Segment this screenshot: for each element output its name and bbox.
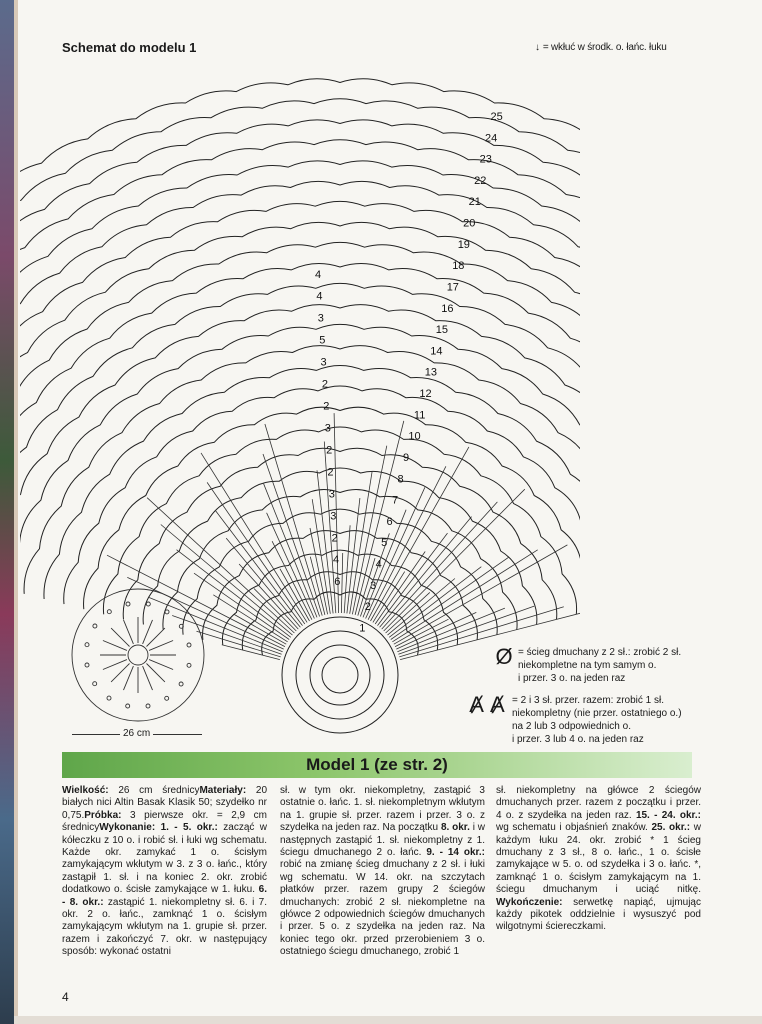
legend-item-cluster-stitch [462, 694, 682, 746]
mini-petal-line [103, 660, 127, 670]
row-number-label: 16 [441, 302, 454, 315]
mini-petal-line [143, 666, 153, 690]
row-number-label: 23 [479, 153, 492, 166]
mini-petal-line [111, 628, 129, 646]
inner-repeat-label: 4 [316, 290, 323, 303]
inner-repeat-label: 4 [333, 554, 340, 567]
row-number-label: 9 [403, 451, 410, 464]
legend-item-puff-stitch [490, 646, 681, 685]
inner-repeat-label: 3 [324, 422, 331, 435]
legend-line: niekompletne na tym samym o. [518, 660, 657, 671]
page-edge-strip [14, 0, 18, 1024]
stitch-spoke [264, 484, 317, 618]
stitch-spoke [216, 511, 303, 626]
chart-row-labels [315, 111, 503, 634]
legend-line: i przer. 3 o. na jeden raz [518, 673, 626, 684]
row-number-label: 4 [375, 558, 382, 571]
stitch-spoke [226, 538, 300, 627]
mini-picot [187, 643, 191, 647]
mini-outer-ring [72, 589, 204, 721]
inner-repeat-label: 2 [331, 532, 338, 545]
row-number-label: 21 [468, 196, 481, 209]
row-number-label: 20 [463, 217, 476, 230]
mini-picot [179, 682, 183, 686]
mini-petal-line [149, 641, 173, 651]
page-number: 4 [62, 990, 69, 1004]
instruction-heading: 6. - 8. okr.: [62, 884, 267, 908]
instruction-text: i w następnych zastąpić 1. sł. niekompletny z 1. ściegu dmuchanego 2 o. łańc. [280, 822, 486, 859]
instruction-heading: Wykończenie: [496, 896, 563, 908]
inner-repeat-label: 2 [323, 400, 330, 413]
legend-line: na 2 lub 3 odpowiednich o. [512, 721, 631, 732]
instruction-text: 26 cm średnicy [108, 785, 200, 796]
row-number-label: 5 [381, 537, 388, 550]
mini-doily-motif [72, 589, 204, 721]
inner-repeat-label: 3 [328, 488, 335, 501]
stitch-spoke [392, 550, 537, 642]
mini-picot [146, 704, 150, 708]
mini-picot [165, 610, 169, 614]
center-ring [282, 617, 398, 733]
chain-row [20, 324, 580, 588]
mini-picot [165, 696, 169, 700]
mini-petal-line [103, 641, 127, 651]
inner-repeat-label: 2 [321, 378, 329, 391]
center-ring [296, 631, 384, 719]
row-number-label: 8 [397, 473, 404, 486]
stitch-spoke [172, 616, 281, 655]
row-number-label: 12 [419, 388, 432, 400]
chain-row [20, 222, 580, 563]
inner-repeat-label: 3 [320, 356, 327, 369]
center-ring [310, 645, 370, 705]
row-number-label: 1 [359, 622, 366, 635]
mini-petal-line [143, 620, 153, 644]
row-number-label: 17 [446, 281, 459, 294]
legend-line: = 2 i 3 sł. przer. razem: zrobić 1 sł. [512, 695, 664, 706]
mini-picot [85, 663, 89, 667]
row-number-label: 19 [457, 238, 470, 251]
chain-row [262, 592, 419, 655]
banner-title: Model 1 (ze str. 2) [306, 755, 448, 774]
row-number-label: 13 [424, 366, 438, 379]
stitch-spoke [344, 525, 350, 613]
mini-picot [146, 602, 150, 606]
row-number-label: 10 [408, 430, 421, 443]
diagram-title: Schemat do modelu 1 [62, 40, 197, 55]
chain-row [20, 242, 580, 568]
instruction-text: serwetkę napiąć, ujmując każdy pikotek oddzielnie i wysuszyć pod wilgotnymi ściereczkami. [496, 896, 701, 933]
row-number-label: 18 [452, 260, 465, 273]
legend-top [535, 42, 667, 53]
chain-row [20, 99, 580, 533]
legend-top-text: = wkłuć w środk. o. łańc. łuku [542, 42, 667, 53]
page-edge-decoration [0, 0, 14, 1024]
inner-repeat-label: 3 [330, 510, 337, 523]
mini-petal-line [124, 620, 134, 644]
stitch-spoke [207, 482, 305, 624]
mini-picot [93, 682, 97, 686]
instruction-heading: Próbka: [84, 809, 122, 821]
row-number-label: 15 [435, 324, 449, 337]
chain-row [24, 346, 580, 594]
insert-hook-symbol-icon: ↓ [535, 42, 540, 53]
row-number-label: 14 [430, 345, 443, 358]
instruction-text: 20 białych nici Altin Basak Klasik 50; szydełko nr 0,75. [62, 785, 268, 821]
instruction-text: sł. w tym okr. niekompletny, zastąpić 3 ostatnie o. łańc. 1. sł. niekompletnym wkłutym na 1. grupie sł. przer. razem i przer. 3 o. z szydełka na jeden raz. Na początku [280, 785, 485, 834]
inner-repeat-label: 3 [317, 312, 324, 325]
row-number-label: 6 [386, 515, 393, 528]
stitch-spoke [355, 421, 404, 615]
stitch-spoke [382, 502, 498, 629]
stitch-spoke [107, 555, 285, 646]
mini-petal-line [149, 660, 173, 670]
instruction-text: robić na zmianę ścieg dmuchany z 2 sł. i łuki wg schematu. W 14. okr. na szczytach płatków przer. razem grupy 2 ściegów dmuchanych: zrobić 2 sł. niekompletne na główce 2 odpowiednich ściegów dmuchanych i przer. 5 o. z szydełka na jeden raz. Na koniec tego okr. przed przerobieniem 3 o. ostatniego ściegu dmuchanego, zrobić 1 [280, 859, 485, 958]
instruction-heading: Wykonanie: 1. - 5. okr.: [99, 822, 218, 834]
inner-repeat-label: 5 [319, 334, 326, 347]
mini-petal-line [124, 666, 134, 690]
mini-picot [126, 704, 130, 708]
stitch-spoke [239, 564, 298, 629]
inner-repeat-label: 4 [315, 268, 322, 281]
instruction-heading: 8. okr. [440, 822, 470, 834]
stitch-spoke [272, 541, 312, 620]
model-banner [62, 752, 692, 778]
inner-repeat-label: 6 [334, 576, 341, 589]
stitch-spoke [312, 499, 330, 614]
instruction-heading: Wielkość: [62, 785, 109, 796]
puff-stitch-symbol-icon: Ø [495, 644, 513, 669]
instructions-column-1 [62, 785, 267, 959]
cluster-stitch-symbol-icon: Ⱥ Ⱥ [469, 692, 505, 717]
mini-picot [107, 696, 111, 700]
row-number-label: 7 [392, 494, 399, 507]
stitch-spoke [380, 517, 472, 628]
row-number-label: 25 [490, 111, 503, 123]
stitch-spoke [177, 550, 291, 638]
mini-petal-line [147, 664, 165, 682]
chain-row [64, 386, 580, 604]
stitch-spoke [213, 595, 287, 642]
mini-picot [85, 643, 89, 647]
chain-row [20, 79, 580, 528]
mini-petal-line [111, 664, 129, 682]
instructions-column-3 [496, 785, 701, 934]
row-number-label: 11 [413, 409, 426, 422]
mini-picot [93, 624, 97, 628]
stitch-spoke [368, 466, 446, 619]
crochet-chart [20, 55, 580, 745]
chain-row [20, 161, 580, 548]
row-number-label: 22 [474, 174, 487, 187]
mini-petal-line [147, 628, 165, 646]
instruction-heading: Materiały: [199, 785, 247, 796]
legend-line: i przer. 3 lub 4 o. na jeden raz [512, 734, 644, 745]
instruction-text: 3 pierwsze okr. = 2,9 cm średnicy [62, 809, 267, 834]
center-ring [322, 657, 358, 693]
instruction-text: w każdym łuku 24. okr. zrobić * 1 ścieg dmuchany z 3 sł., 8 o. łańc., 1 o. ścisłe zamykające w 5. o. od szydełka i 3 o. łańc. *, zamknąć 1 o. ścisłym zamykającym na 1. ściegu dmuchanym i uciąć nitkę. [496, 822, 701, 896]
stitch-spoke [375, 552, 425, 625]
row-number-label: 3 [370, 579, 377, 592]
stitch-spoke [341, 553, 342, 613]
mini-picot [107, 610, 111, 614]
instructions-column-2 [280, 785, 485, 959]
instruction-text: zacząć w kółeczku z 10 o. i robić sł. i łuki wg schematu. Każde okr. zamykać 1 o. ścisłym zamykającym wkłutym w 3. z 3 o. łańc., który zastąpił 1. sł. i na koniec 2. okr. zrobić dodatkowo o. ścisłe zamykające w 1. łuku. [62, 822, 267, 896]
instruction-text: zastąpić 1. niekompletny sł. 6. i 7. okr. 2 o. łańc., zamknąć 1 o. ścisłym zamykającym wkłutym na 1. grupie sł. przer. razem i zakończyć 7. okr. w następujący sposób: wykonać ostatni [62, 896, 267, 958]
chain-row [20, 201, 580, 558]
legend-line: = ścieg dmuchany z 2 sł.: zrobić 2 sł. [518, 647, 682, 658]
row-number-label: 2 [364, 601, 371, 614]
instruction-text: wg schematu i objaśnień znaków. [496, 822, 652, 834]
dimension-label: 26 cm [120, 728, 153, 739]
bottom-rule [14, 1016, 762, 1024]
mini-center-ring [128, 645, 148, 665]
mini-picot [187, 663, 191, 667]
chain-row [20, 120, 580, 538]
mini-picot [126, 602, 130, 606]
instruction-heading: 25. okr.: [651, 822, 691, 834]
instruction-heading: 9. - 14 okr.: [426, 847, 485, 859]
instruction-text: sł. niekompletny na główce 2 ściegów dmuchanych przer. razem z początku i przer. 4 o. z szydełka na jeden raz. [496, 785, 701, 821]
row-number-label: 24 [485, 132, 498, 145]
legend-line: niekompletny (nie przer. ostatniego o.) [512, 708, 682, 719]
inner-repeat-label: 2 [327, 466, 334, 479]
instruction-heading: 15. - 24. okr.: [635, 809, 701, 821]
stitch-spoke [127, 577, 283, 649]
chain-row [143, 468, 537, 625]
inner-repeat-label: 2 [326, 444, 333, 457]
